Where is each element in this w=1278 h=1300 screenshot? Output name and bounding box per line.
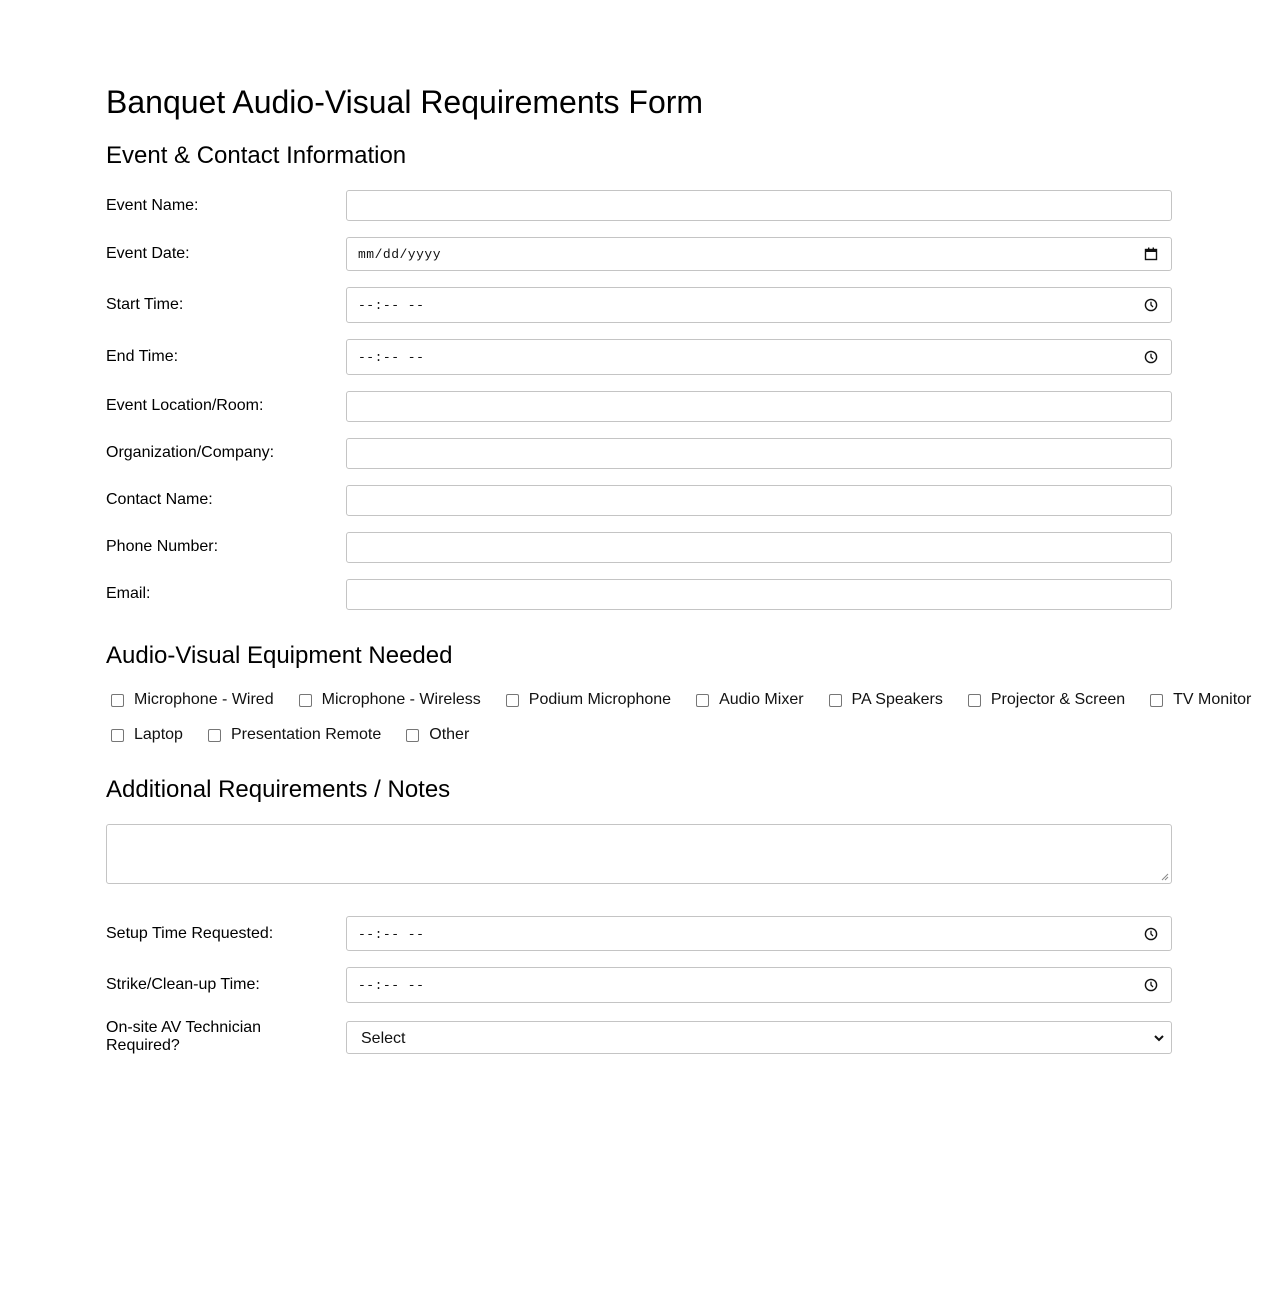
checkbox-box[interactable]: [299, 694, 312, 707]
checkbox-label: Laptop: [134, 726, 183, 743]
strike-time-label: Strike/Clean-up Time:: [106, 976, 260, 993]
checkbox-box[interactable]: [208, 729, 221, 742]
start-time-placeholder: --:-- --: [358, 298, 425, 313]
checkbox-label: Microphone - Wireless: [321, 691, 481, 708]
phone-row: [106, 532, 1172, 563]
location-label: Event Location/Room:: [106, 397, 264, 414]
checkbox-presentation-remote[interactable]: [203, 726, 381, 744]
checkbox-label: Podium Microphone: [528, 691, 672, 708]
section-heading-event-contact: Event & Contact Information: [106, 142, 407, 169]
email-label: Email:: [106, 585, 151, 602]
strike-time-placeholder: --:-- --: [358, 978, 425, 993]
end-time-input[interactable]: [346, 339, 1172, 375]
checkbox-projector-screen[interactable]: [963, 691, 1125, 709]
email-row: [106, 579, 1172, 610]
event-date-input[interactable]: [346, 237, 1172, 271]
start-time-label: Start Time:: [106, 296, 184, 313]
checkbox-box[interactable]: [111, 694, 124, 707]
checkbox-tv-monitor[interactable]: [1145, 691, 1251, 709]
phone-input[interactable]: [346, 532, 1172, 563]
event-date-placeholder: mm/dd/yyyy: [358, 247, 442, 262]
checkbox-box[interactable]: [406, 729, 419, 742]
event-date-label: Event Date:: [106, 245, 190, 262]
location-row: [106, 391, 1172, 422]
setup-time-label: Setup Time Requested:: [106, 925, 274, 942]
clock-icon[interactable]: [1144, 978, 1158, 992]
checkbox-label: Microphone - Wired: [134, 691, 274, 708]
technician-label: On-site AV Technician Required?: [106, 1019, 262, 1054]
clock-icon[interactable]: [1144, 350, 1158, 364]
email-input[interactable]: [346, 579, 1172, 610]
contact-name-label: Contact Name:: [106, 491, 213, 508]
checkbox-other[interactable]: [401, 726, 469, 744]
checkbox-label: Audio Mixer: [719, 691, 804, 708]
contact-name-row: [106, 485, 1172, 516]
setup-time-input[interactable]: [346, 916, 1172, 951]
checkbox-laptop[interactable]: [106, 726, 183, 744]
checkbox-label: PA Speakers: [851, 691, 943, 708]
event-name-input[interactable]: [346, 190, 1172, 221]
technician-row: [106, 1019, 1172, 1055]
organization-row: [106, 438, 1172, 469]
checkbox-box[interactable]: [1150, 694, 1163, 707]
end-time-label: End Time:: [106, 348, 179, 365]
start-time-row: [106, 287, 1172, 323]
checkbox-box[interactable]: [829, 694, 842, 707]
checkbox-audio-mixer[interactable]: [691, 691, 803, 709]
checkbox-label: Other: [429, 726, 470, 743]
organization-input[interactable]: [346, 438, 1172, 469]
checkbox-label: TV Monitor: [1173, 691, 1252, 708]
start-time-input[interactable]: [346, 287, 1172, 323]
checkbox-box[interactable]: [696, 694, 709, 707]
technician-selected-value: Select: [361, 1030, 406, 1047]
resize-grip-icon[interactable]: [1161, 873, 1169, 881]
organization-label: Organization/Company:: [106, 444, 275, 461]
page-title: Banquet Audio-Visual Requirements Form: [106, 84, 704, 120]
equipment-checkbox-row-1: [106, 690, 1271, 710]
end-time-row: [106, 339, 1172, 375]
checkbox-pa-speakers[interactable]: [824, 691, 943, 709]
section-heading-additional: Additional Requirements / Notes: [106, 776, 451, 803]
checkbox-box[interactable]: [506, 694, 519, 707]
equipment-checkbox-row-2: [106, 725, 489, 745]
setup-time-row: [106, 916, 1172, 951]
location-input[interactable]: [346, 391, 1172, 422]
calendar-icon[interactable]: [1144, 247, 1158, 261]
checkbox-label: Projector & Screen: [990, 691, 1126, 708]
event-date-row: [106, 237, 1172, 271]
setup-time-placeholder: --:-- --: [358, 927, 425, 942]
checkbox-label: Presentation Remote: [230, 726, 382, 743]
notes-textarea[interactable]: [106, 824, 1172, 884]
checkbox-microphone-wireless[interactable]: [294, 691, 481, 709]
phone-label: Phone Number:: [106, 538, 219, 555]
end-time-placeholder: --:-- --: [358, 350, 425, 365]
strike-time-row: [106, 967, 1172, 1003]
checkbox-microphone-wired[interactable]: [106, 691, 274, 709]
clock-icon[interactable]: [1144, 927, 1158, 941]
checkbox-box[interactable]: [968, 694, 981, 707]
strike-time-input[interactable]: [346, 967, 1172, 1003]
technician-select[interactable]: [346, 1021, 1172, 1054]
checkbox-podium-microphone[interactable]: [501, 691, 671, 709]
contact-name-input[interactable]: [346, 485, 1172, 516]
event-name-row: [106, 190, 1172, 221]
chevron-down-icon[interactable]: [1153, 1032, 1165, 1044]
clock-icon[interactable]: [1144, 298, 1158, 312]
event-name-label: Event Name:: [106, 197, 199, 214]
section-heading-equipment: Audio-Visual Equipment Needed: [106, 642, 453, 669]
checkbox-box[interactable]: [111, 729, 124, 742]
